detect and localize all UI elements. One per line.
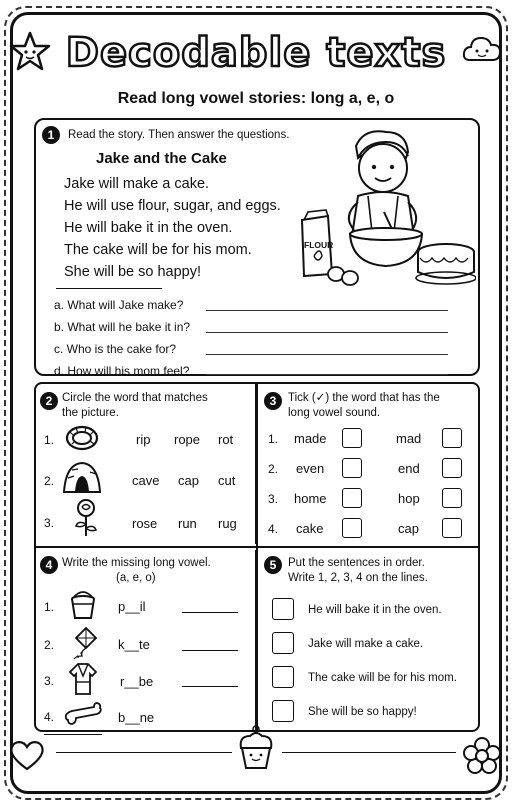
word-option: home: [294, 491, 327, 506]
word-blank: k__te: [118, 637, 150, 652]
tick-box[interactable]: [342, 428, 362, 448]
question: d. How will his mom feel?: [54, 364, 190, 378]
sentence: Jake will make a cake.: [308, 638, 424, 650]
answer-line[interactable]: [44, 734, 102, 735]
section-instruction: Tick (✓) the word that has the: [288, 392, 440, 404]
boy-baking-illustration: [294, 124, 476, 292]
word-option[interactable]: cave: [132, 473, 160, 488]
word-option[interactable]: rose: [132, 516, 158, 531]
word-option[interactable]: rot: [218, 432, 234, 447]
word-option: made: [294, 431, 327, 446]
word-option: even: [296, 461, 325, 476]
tick-word-section: [258, 384, 480, 544]
word-option[interactable]: run: [178, 516, 197, 531]
section-instruction: the picture.: [62, 407, 119, 419]
answer-line[interactable]: [182, 686, 238, 687]
word-option[interactable]: rope: [174, 432, 201, 447]
question: b. What will he bake it in?: [54, 320, 191, 334]
answer-line[interactable]: [182, 650, 238, 651]
question: c. Who is the cake for?: [54, 342, 177, 356]
page-subtitle: Read long vowel stories: long a, e, o: [117, 90, 395, 107]
divider: [56, 752, 232, 753]
section-number: 2: [40, 392, 58, 410]
word-option[interactable]: rug: [218, 516, 237, 531]
section-instruction: Write the missing long vowel.: [62, 557, 211, 569]
page-title: Decodable texts: [65, 30, 447, 76]
answer-line[interactable]: [206, 354, 448, 355]
pail-icon: [68, 588, 98, 620]
star-icon: [8, 30, 52, 74]
kite-icon: [68, 626, 98, 660]
cave-icon: [62, 460, 102, 494]
section-instruction: Read the story. Then answer the questions.: [68, 129, 290, 141]
bone-icon: [64, 702, 102, 726]
rose-icon: [72, 498, 100, 538]
tick-box[interactable]: [442, 428, 462, 448]
tick-box[interactable]: [442, 458, 462, 478]
section-number: 3: [264, 392, 282, 410]
section-instruction: Put the sentences in order.: [288, 557, 425, 569]
sentence: She will be so happy!: [308, 706, 417, 718]
word-option: mad: [396, 431, 422, 446]
question: a. What will Jake make?: [54, 298, 184, 312]
section-instruction: long vowel sound.: [288, 407, 381, 419]
sentence: The cake will be for his mom.: [308, 672, 457, 684]
word-option: end: [398, 461, 420, 476]
order-box[interactable]: [272, 632, 294, 654]
order-box[interactable]: [272, 666, 294, 688]
tick-box[interactable]: [442, 488, 462, 508]
word-blank: p__il: [118, 599, 146, 614]
row-number: 1.: [44, 600, 55, 614]
sentence-order-section: [258, 550, 480, 730]
section-instruction: Circle the word that matches: [62, 392, 208, 404]
story-title: Jake and the Cake: [96, 150, 227, 167]
rope-icon: [64, 422, 100, 454]
section-number: 4: [40, 556, 58, 574]
story-section: [34, 118, 480, 376]
answer-line[interactable]: [182, 612, 238, 613]
divider: [56, 288, 162, 289]
flower-icon: [462, 736, 502, 776]
story-line: She will be so happy!: [64, 264, 202, 280]
cloud-icon: [462, 34, 502, 64]
row-number: 4.: [44, 710, 55, 724]
divider: [282, 752, 456, 753]
row-number: 4.: [268, 522, 279, 536]
section-instruction: Write 1, 2, 3, 4 on the lines.: [288, 572, 428, 584]
word-blank: r__be: [120, 674, 154, 689]
word-blank: b__ne: [118, 710, 155, 725]
row-number: 3.: [44, 516, 55, 530]
order-box[interactable]: [272, 598, 294, 620]
answer-line[interactable]: [206, 310, 448, 311]
section-instruction: (a, e, o): [116, 572, 156, 584]
row-number: 3.: [44, 674, 55, 688]
row-number: 1.: [44, 433, 55, 447]
word-option[interactable]: cap: [178, 473, 199, 488]
row-number: 2.: [44, 474, 55, 488]
section-number: 5: [264, 556, 282, 574]
tick-box[interactable]: [342, 518, 362, 538]
robe-icon: [68, 662, 98, 696]
heart-icon: [8, 738, 46, 772]
answer-line[interactable]: [206, 332, 448, 333]
word-option: cake: [296, 521, 324, 536]
answer-line[interactable]: [206, 374, 448, 375]
row-number: 1.: [268, 432, 279, 446]
tick-box[interactable]: [342, 488, 362, 508]
missing-vowel-section: [34, 550, 256, 730]
order-box[interactable]: [272, 700, 294, 722]
word-option[interactable]: cut: [218, 473, 236, 488]
row-number: 2.: [268, 462, 279, 476]
sentence: He will bake it in the oven.: [308, 604, 442, 616]
story-line: Jake will make a cake.: [64, 176, 210, 192]
tick-box[interactable]: [342, 458, 362, 478]
row-number: 2.: [44, 638, 55, 652]
flour-label: FLOUR: [304, 240, 334, 250]
word-option: hop: [398, 491, 420, 506]
story-line: The cake will be for his mom.: [64, 242, 252, 258]
section-number: 1: [42, 126, 60, 144]
row-number: 3.: [268, 492, 279, 506]
word-option[interactable]: rip: [136, 432, 151, 447]
story-line: He will bake it in the oven.: [64, 220, 233, 236]
story-line: He will use flour, sugar, and eggs.: [64, 198, 281, 214]
tick-box[interactable]: [442, 518, 462, 538]
word-option: cap: [398, 521, 419, 536]
circle-word-section: [34, 384, 256, 544]
